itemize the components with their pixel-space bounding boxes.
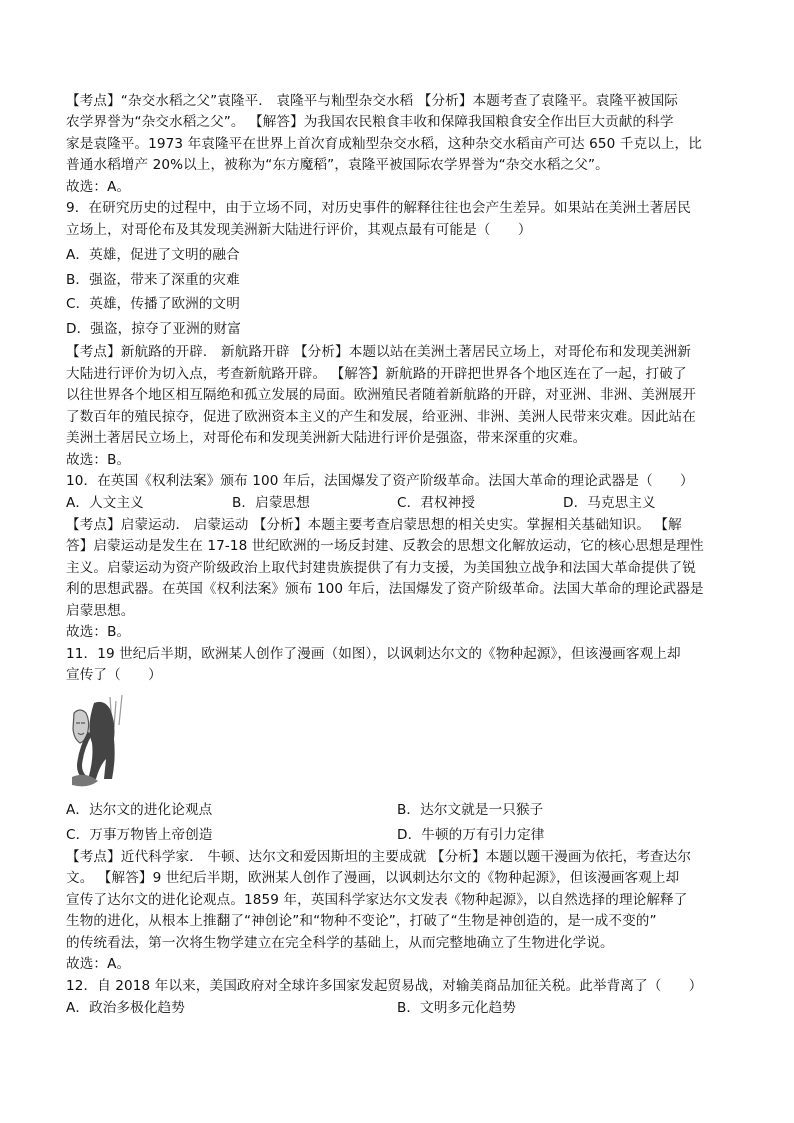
analysis-line: 答】启蒙运动是发生在 17-18 世纪欧洲的一场反封建、反教会的思想文化解放运动，它的核心思想是理性 [66,538,704,554]
option-b: B．强盗，带来了深重的灾难 [66,272,240,288]
question-stem: 宣传了（ ） [66,667,162,683]
option-d: D．马克思主义 [563,495,656,511]
darwin-monkey-cartoon-image [66,693,128,791]
analysis-line: 以往世界各个地区相互隔绝和孤立发展的局面。欧洲殖民者随着新航路的开辟，对亚洲、非洲、美洲展开 [66,387,696,403]
option-a: A．英雄，促进了文明的融合 [66,247,240,263]
answer-line: 故选：B。 [66,624,131,640]
question-stem: 10．在英国《权利法案》颁布 100 年后，法国爆发了资产阶级革命。法国大革命的理论武器是（ ） [66,473,694,489]
analysis-line: 【考点】近代科学家． 牛顿、达尔文和爱因斯坦的主要成就 【分析】本题以题干漫画为依托，考查达尔 [66,849,692,865]
analysis-line: 【考点】新航路的开辟． 新航路开辟 【分析】本题以站在美洲土著居民立场上，对哥伦布和发现美洲新 [66,344,692,360]
analysis-line: 美洲土著居民立场上，对哥伦布和发现美洲新大陆进行评价是强盗，带来深重的灾难。 [66,430,587,446]
analysis-line: 【考点】启蒙运动． 启蒙运动 【分析】本题主要考查启蒙思想的相关史实。掌握相关基础知识。 【解 [66,517,682,533]
analysis-line: 农学界誉为“杂交水稻之父”。 【解答】为我国农民粮食丰收和保障我国粮食安全作出巨大贡献的科学 [66,114,674,130]
question-stem: 11．19 世纪后半期，欧洲某人创作了漫画（如图），以讽刺达尔文的《物种起源》，但该漫画客观上却 [66,646,681,662]
option-d: D．强盗，掠夺了亚洲的财富 [66,321,241,337]
analysis-line: 主义。启蒙运动为资产阶级政治上取代封建贵族提供了有力支援，为美国独立战争和法国大革命提供了锐 [66,560,696,576]
answer-line: 故选：A。 [66,179,131,195]
analysis-line: 启蒙思想。 [66,603,135,619]
option-b: B．文明多元化趋势 [397,1000,516,1016]
analysis-line: 普通水稻增产 20%以上，被称为“东方魔稻”，袁隆平被国际农学界誉为“杂交水稻之父”。 [66,157,609,173]
answer-line: 故选：B。 [66,452,131,468]
option-c: C．英雄，传播了欧洲的文明 [66,296,240,312]
analysis-line: 的传统看法，第一次将生物学建立在完全科学的基础上，从而完整地确立了生物进化学说。 [66,935,614,951]
question-stem: 立场上，对哥伦布及其发现美洲新大陆进行评价，其观点最有可能是（ ） [66,222,532,238]
analysis-line: 大陆进行评价为切入点，考查新航路开辟。 【解答】新航路的开辟把世界各个地区连在了一起，打破了 [66,366,687,382]
question-stem: 9．在研究历史的过程中，由于立场不同，对历史事件的解释往往也会产生差异。如果站在美洲土著居民 [66,200,691,216]
option-a: A．人文主义 [66,495,144,511]
analysis-line: 了数百年的殖民掠夺，促进了欧洲资本主义的产生和发展，给亚洲、非洲、美洲人民带来灾难。因此站在 [66,409,696,425]
option-a: A．政治多极化趋势 [66,1000,185,1016]
option-b: B．达尔文就是一只猴子 [397,802,544,818]
option-c: C．万事万物皆上帝创造 [66,827,213,843]
option-d: D．牛顿的万有引力定律 [397,827,545,843]
option-a: A．达尔文的进化论观点 [66,802,213,818]
analysis-line: 生物的进化，从根本上推翻了“神创论”和“物种不变论”，打破了“生物是神创造的，是一成不变的” [66,913,657,929]
question-stem: 12．自 2018 年以来，美国政府对全球许多国家发起贸易战，对输美商品加征关税。此举背离了（ ） [66,978,703,994]
option-c: C．君权神授 [397,495,476,511]
option-b: B．启蒙思想 [232,495,310,511]
answer-line: 故选：A。 [66,956,131,972]
analysis-line: 家是袁隆平。1973 年袁隆平在世界上首次育成籼型杂交水稻，这种杂交水稻亩产可达 650 千克以上，比 [66,136,702,152]
analysis-line: 【考点】“杂交水稻之父”袁隆平． 袁隆平与籼型杂交水稻 【分析】本题考查了袁隆平。袁隆平被国际 [66,93,678,109]
analysis-line: 宣传了达尔文的进化论观点。1859 年，英国科学家达尔文发表《物种起源》，以自然选择的理论解释了 [66,892,688,908]
analysis-line: 文。 【解答】9 世纪后半期，欧洲某人创作了漫画，以讽刺达尔文的《物种起源》，但该漫画客观上却 [66,870,680,886]
analysis-line: 利的思想武器。在英国《权利法案》颁布 100 年后，法国爆发了资产阶级革命。法国大革命的理论武器是 [66,581,704,597]
